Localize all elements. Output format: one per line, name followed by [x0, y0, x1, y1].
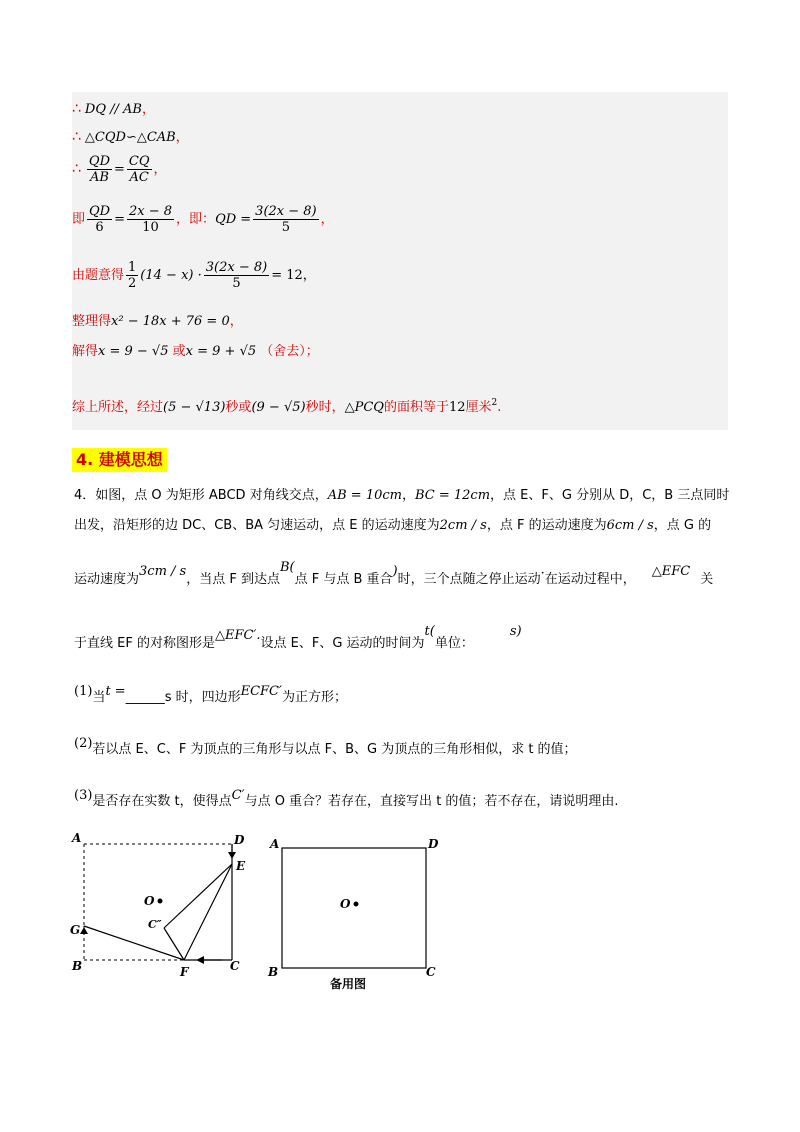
question-line-1: 4．如图，点 O 为矩形 ABCD 对角线交点，AB = 10cm，BC = 12cm，点 E、F、G 分别从 D，C，B 三点同时 — [74, 488, 730, 503]
label-G: G — [70, 923, 81, 937]
label-C: C — [426, 965, 436, 979]
arrow-up-icon — [80, 927, 88, 934]
label-E: E — [236, 859, 246, 873]
rectangle-ABCD — [282, 848, 426, 968]
label-C: C — [230, 959, 240, 973]
question-line-4: 于直线 EF 的对称图形是△EFC′.设点 E、F、G 运动的时间为t(单位：s) — [74, 624, 522, 651]
point-O — [354, 902, 359, 907]
label-B: B — [268, 965, 279, 979]
figure-2 — [262, 834, 452, 994]
label-A: A — [72, 831, 82, 845]
figure-1 — [64, 826, 254, 986]
point-O — [158, 899, 163, 904]
label-O: O — [144, 894, 155, 908]
arrow-left-icon — [196, 956, 204, 964]
section-heading: 4. 建模思想 — [72, 448, 167, 472]
solution-line-3: ∴ $\frac{QD}{AB}$ = $\frac{CQ}{AC}$ ， — [72, 154, 167, 185]
solution-line-2: ∴ △CQD∽△CAB， — [72, 129, 189, 145]
question-line-3: 运动速度为3cm / s，当点 F 到达点B(点 F 与点 B 重合)时，三个点随之停止运动·在运动过程中，△EFC关 — [74, 560, 714, 587]
segment-EC — [164, 864, 232, 928]
label-B: B — [72, 959, 83, 973]
label-A: A — [270, 837, 280, 851]
solution-line-6: 整理得x² − 18x + 76 = 0， — [72, 314, 243, 329]
arrow-down-icon — [228, 852, 236, 859]
therefore-symbol: ∴ — [72, 101, 81, 117]
solution-line-5: 由题意得 $\frac{1}{2}$ (14 − x) · $\frac{3(2x - 8)}{5}$ = 12， — [72, 260, 316, 291]
question-part-1: (1)当t =______s 时，四边形ECFC′为正方形； — [74, 684, 347, 705]
solution-line-7: 解得x = 9 − √5 或x = 9 + √5 （舍去）； — [72, 344, 319, 359]
label-D: D — [234, 833, 245, 847]
question-line-2: 出发，沿矩形的边 DC、CB、BA 匀速运动，点 E 的运动速度为2cm / s，点 F 的运动速度为6cm / s，点 G 的 — [74, 518, 712, 533]
question-part-3: (3)是否存在实数 t，使得点C′与点 O 重合？若存在，直接写出 t 的值；若不存在，请说明理由. — [74, 788, 619, 809]
segment-GF — [84, 926, 184, 960]
solution-line-4: 即 $\frac{QD}{6}$ = $\frac{2x - 8}{10}$ ，即：QD = $\frac{3(2x - 8)}{5}$ ， — [72, 204, 334, 235]
question-part-2: (2)若以点 E、C、F 为顶点的三角形与以点 F、B、G 为顶点的三角形相似，求 t 的值； — [74, 736, 577, 757]
solution-line-1: ∴ DQ // AB， — [72, 101, 155, 117]
segment-CF — [164, 928, 184, 960]
figure-caption: 备用图 — [330, 977, 367, 991]
label-D: D — [428, 837, 439, 851]
label-C-prime: C″ — [148, 918, 162, 931]
label-O: O — [340, 897, 351, 911]
segment-EF — [184, 864, 232, 960]
solution-line-8: 综上所述，经过(5 − √13)秒或(9 − √5)秒时，△PCQ的面积等于12厘米$^2$. — [72, 398, 502, 415]
solution-box — [72, 92, 728, 430]
label-F: F — [180, 965, 189, 979]
answer-blank[interactable]: ______ — [125, 690, 165, 705]
